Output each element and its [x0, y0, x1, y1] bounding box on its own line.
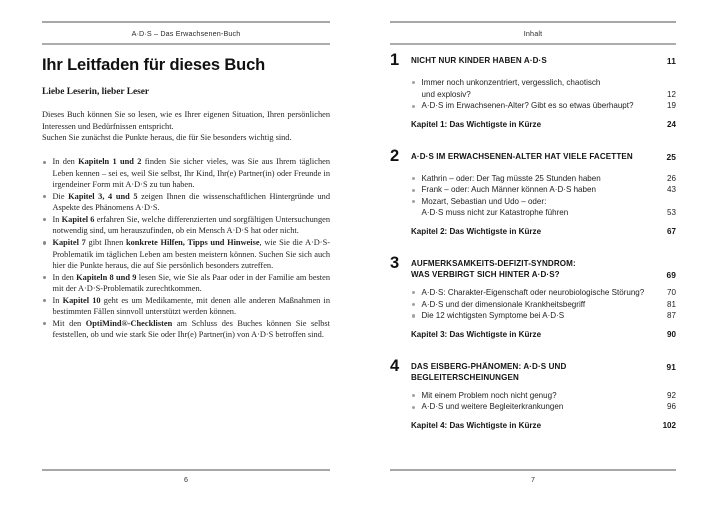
running-head-left-text: A·D·S – Das Erwachsenen-Buch — [131, 28, 241, 38]
bullet-text: geht es um Medikamente, mit denen alle anderen Maßnahmen in bestimmten Fällen sinnvoll unterstützt werden können. — [52, 295, 330, 317]
toc-entry-page-number: 96 — [667, 402, 676, 412]
bullet-text: gibt Ihnen — [85, 238, 126, 248]
toc-entry-label-line1: A·D·S und der dimensionale Krankheitsbegriff — [421, 299, 586, 309]
toc-chapter-summary-page-number: 24 — [667, 119, 676, 129]
header-rule-bottom — [390, 43, 676, 45]
toc-entry-page-number: 43 — [667, 185, 676, 195]
toc-chapter-title — [411, 362, 659, 384]
toc-chapter-spacer — [390, 339, 676, 362]
bullet-text: In den — [52, 157, 79, 167]
footer-right — [390, 469, 676, 483]
bullet-emphasis: Kapitel 3, 4 und 5 — [68, 191, 138, 201]
toc-entry[interactable] — [411, 390, 676, 402]
toc-chapter-summary-label: Kapitel 1: Das Wichtigste in Kürze — [411, 119, 542, 129]
bullet-dot-icon — [412, 189, 415, 192]
bullet-dot-icon — [43, 276, 46, 279]
salutation: Liebe Leserin, lieber Leser — [42, 87, 150, 98]
toc-entry-page-number: 92 — [667, 390, 676, 400]
toc-chapter-heading[interactable] — [390, 254, 676, 281]
toc-chapter-spacer — [390, 129, 676, 152]
toc-entry-list — [390, 390, 676, 413]
toc-chapter-title — [411, 56, 555, 67]
toc-entry-list — [390, 287, 676, 322]
toc-entry[interactable] — [411, 287, 676, 299]
toc-chapter-number: 1 — [390, 51, 400, 69]
toc-chapter[interactable] — [390, 356, 676, 430]
toc-chapter-summary-label: Kapitel 3: Das Wichtigste in Kürze — [411, 329, 542, 339]
bullet-dot-icon — [43, 195, 46, 198]
toc-chapter-summary-page-number: 67 — [667, 227, 676, 237]
toc-chapter-summary[interactable] — [390, 330, 676, 339]
toc-chapter-title-row — [411, 259, 676, 281]
toc-chapter-summary[interactable] — [390, 120, 676, 129]
toc-chapter-title-line1: A·D·S IM ERWACHSENEN-ALTER HAT VIELE FACETTEN — [411, 151, 633, 161]
toc-entry-label — [422, 299, 594, 311]
bullet-dot-icon — [412, 406, 415, 409]
bullet-dot-icon — [43, 322, 46, 325]
toc-entry-label-line1: Mozart, Sebastian und Udo – oder: — [421, 196, 547, 206]
toc-entry-label — [422, 390, 565, 402]
bullet-text: Die — [52, 191, 69, 201]
toc-entry-label-line2: und explosiv? — [421, 89, 471, 99]
toc-chapter-page-number: 91 — [666, 361, 676, 372]
page-number-left: 6 — [184, 474, 188, 484]
toc-entry-label — [422, 184, 604, 196]
guide-bullet-item — [42, 237, 330, 271]
toc-entry-page-number: 87 — [667, 311, 676, 321]
guide-bullet-item — [42, 191, 330, 214]
toc-chapter-title-row — [411, 152, 676, 163]
toc-entry[interactable] — [411, 100, 676, 112]
bullet-text: erfahren Sie, welche differenzierten und sorgfältigen Untersuchungen notwendig sind, um herauszufinden, ob ein Mensch A·D·S hat oder nicht. — [52, 215, 330, 236]
bullet-text: am Schluss des Buches können Sie selbst feststellen, ob und wie stark Sie oder Ihr(e) Partner(in) von A·D·S betroffen sind. — [52, 319, 330, 340]
toc-chapter-page-number: 11 — [666, 56, 676, 66]
toc-entry-label — [422, 401, 572, 413]
footer-left — [42, 469, 330, 483]
intro-line-1: Dieses Buch können Sie so lesen, wie es Ihrer eigenen Situation, Ihren persönlichen Interessen und Bedürfnissen entspricht. — [42, 110, 330, 131]
bullet-dot-icon — [412, 81, 415, 84]
toc-chapter-title-line1: AUFMERKSAMKEITS-DEFIZIT-SYNDROM: — [411, 259, 576, 269]
toc-entry[interactable] — [411, 310, 676, 322]
bullet-dot-icon — [43, 241, 46, 244]
toc-entry-page-number: 81 — [667, 299, 676, 309]
toc-chapter-summary-page-number: 102 — [662, 420, 676, 430]
toc-chapter-title-row — [411, 56, 676, 67]
toc-chapter-summary[interactable] — [390, 421, 676, 430]
toc-entry-label — [422, 310, 573, 322]
guide-bullet-item — [42, 272, 330, 295]
guide-bullet-list — [42, 156, 330, 340]
toc-chapter-title — [411, 259, 584, 281]
toc-chapter-heading[interactable] — [390, 51, 676, 71]
toc-chapter[interactable] — [390, 254, 676, 339]
page-number-right: 7 — [531, 474, 535, 484]
bullet-text: In den — [52, 272, 77, 282]
toc-entry[interactable] — [411, 196, 676, 219]
toc-entry-page-number: 19 — [667, 101, 676, 111]
toc-entry-label — [422, 100, 642, 112]
toc-chapter-title-line1: NICHT NUR KINDER HABEN A·D·S — [411, 56, 547, 65]
toc-entry-label-line1: A·D·S im Erwachsenen-Alter? Gibt es so etwas überhaupt? — [421, 101, 634, 111]
bullet-dot-icon — [43, 299, 46, 302]
guide-bullet-item — [42, 156, 330, 190]
toc-entry-label-line1: Kathrin – oder: Der Tag müsste 25 Stunden haben — [421, 173, 601, 183]
page-right — [360, 0, 720, 511]
toc-chapter-summary-label: Kapitel 4: Das Wichtigste in Kürze — [411, 420, 542, 430]
toc-entry-label — [422, 196, 577, 219]
bullet-dot-icon — [43, 161, 46, 164]
toc-chapter-heading[interactable] — [390, 356, 676, 384]
toc-entry-label-line1: Immer noch unkonzentriert, vergesslich, chaotisch — [421, 78, 601, 87]
toc-entry[interactable] — [411, 299, 676, 311]
toc-entry[interactable] — [411, 401, 676, 413]
toc-entry-page-number: 26 — [667, 173, 676, 183]
toc-entry[interactable] — [411, 184, 676, 196]
toc-entry[interactable] — [411, 77, 676, 100]
bullet-dot-icon — [43, 218, 46, 221]
page-title: Ihr Leitfaden für dieses Buch — [42, 56, 266, 74]
running-head-right-text: Inhalt — [523, 28, 543, 38]
toc-chapter-title-line1: DAS EISBERG-PHÄNOMEN: A·D·S UND BEGLEITERSCHEINUNGEN — [411, 361, 567, 382]
toc-entry-page-number: 12 — [667, 89, 676, 99]
toc-chapter-number: 4 — [390, 356, 400, 375]
bullet-text: finden Sie sicher vieles, was Sie aus Ihrem täglichen Leben kennen – sei es, weil Sie selbst, Ihr Kind, Ihr(e) Partner(in) oder Freunde in irgendeiner Form mit A·D·S zu tun haben. — [52, 157, 330, 189]
toc-chapter[interactable] — [390, 146, 676, 237]
toc-chapter-number: 2 — [390, 146, 400, 165]
guide-bullet-item — [42, 295, 330, 318]
bullet-dot-icon — [412, 105, 415, 108]
bullet-emphasis: konkrete Hilfen, Tipps und Hinweise — [125, 238, 260, 248]
intro-line-2: Suchen Sie zunächst die Punkte heraus, die für Sie besonders wichtig sind. — [42, 133, 292, 143]
bullet-dot-icon — [412, 200, 415, 203]
bullet-emphasis: Kapitel 10 — [62, 295, 101, 305]
bullet-dot-icon — [412, 291, 415, 294]
toc-entry-label-line1: A·D·S: Charakter-Eigenschaft oder neurobiologische Störung? — [421, 287, 645, 297]
bullet-emphasis: Kapitel 6 — [61, 215, 95, 225]
bullet-emphasis: Kapitel 7 — [52, 238, 86, 248]
toc-entry-label — [422, 287, 653, 299]
bullet-dot-icon — [412, 177, 415, 180]
left-page-content — [42, 56, 330, 341]
toc-entry[interactable] — [411, 173, 676, 185]
toc-chapter-heading[interactable] — [390, 146, 676, 167]
toc-chapter-spacer — [390, 236, 676, 259]
toc-chapter-number: 3 — [390, 254, 400, 273]
toc-chapter-summary-page-number: 90 — [667, 329, 676, 339]
header-rule-bottom — [42, 43, 330, 45]
toc-entry-label-line1: A·D·S und weitere Begleiterkrankungen — [421, 402, 564, 412]
toc-chapter-title-row — [411, 362, 676, 384]
toc-chapter-summary-label: Kapitel 2: Das Wichtigste in Kürze — [411, 227, 542, 237]
bullet-emphasis: OptiMind®-Checklisten — [85, 319, 173, 329]
bullet-text: In — [52, 215, 62, 225]
toc-chapter-page-number: 25 — [666, 151, 676, 162]
toc-entry-label-line1: Frank – oder: Auch Männer können A·D·S haben — [421, 185, 596, 195]
toc-chapter-title — [411, 152, 641, 163]
toc-entry-page-number: 53 — [667, 208, 676, 218]
bullet-dot-icon — [412, 394, 415, 397]
guide-bullet-item — [42, 214, 330, 237]
toc-entry-list — [390, 173, 676, 219]
toc-entry-label-line2: A·D·S muss nicht zur Katastrophe führen — [421, 208, 569, 218]
toc-entry-label — [422, 173, 609, 185]
bullet-text: In — [52, 295, 63, 305]
toc-chapter-title-line2: WAS VERBIRGT SICH HINTER A·D·S? — [411, 269, 560, 279]
bullet-dot-icon — [412, 303, 415, 306]
toc-entry-label — [422, 77, 609, 100]
running-head-left — [42, 21, 330, 47]
toc-chapter[interactable] — [390, 51, 676, 129]
bullet-text: Mit den — [52, 319, 86, 329]
bullet-dot-icon — [412, 314, 415, 317]
bullet-emphasis: Kapiteln 1 und 2 — [78, 157, 142, 167]
table-of-contents — [390, 51, 676, 430]
toc-entry-page-number: 70 — [667, 287, 676, 297]
running-head-right — [390, 21, 676, 47]
toc-chapter-summary[interactable] — [390, 227, 676, 236]
bullet-text: lesen Sie, wie Sie als Paar oder in der Familie am besten mit der A·D·S-Problematik zurechtkommen. — [52, 272, 330, 294]
toc-entry-list — [390, 77, 676, 112]
bullet-text: zeigen Ihnen die wissenschaftlichen Hintergründe und Aspekte des Phänomens A·D·S. — [52, 191, 330, 213]
bullet-text: , wie Sie die A·D·S-Problematik im täglichen Leben am besten meistern können. Suchen Sie sich auch hier die Punkte heraus, die auf Sie persönlich besonders zutreffen. — [52, 238, 330, 270]
guide-bullet-item — [42, 318, 330, 341]
intro-paragraph — [42, 109, 330, 143]
toc-entry-label-line1: Mit einem Problem noch nicht genug? — [421, 390, 557, 400]
bullet-emphasis: Kapiteln 8 und 9 — [76, 272, 137, 282]
toc-chapter-page-number: 69 — [666, 269, 676, 280]
toc-entry-label-line1: Die 12 wichtigsten Symptome bei A·D·S — [421, 311, 565, 321]
